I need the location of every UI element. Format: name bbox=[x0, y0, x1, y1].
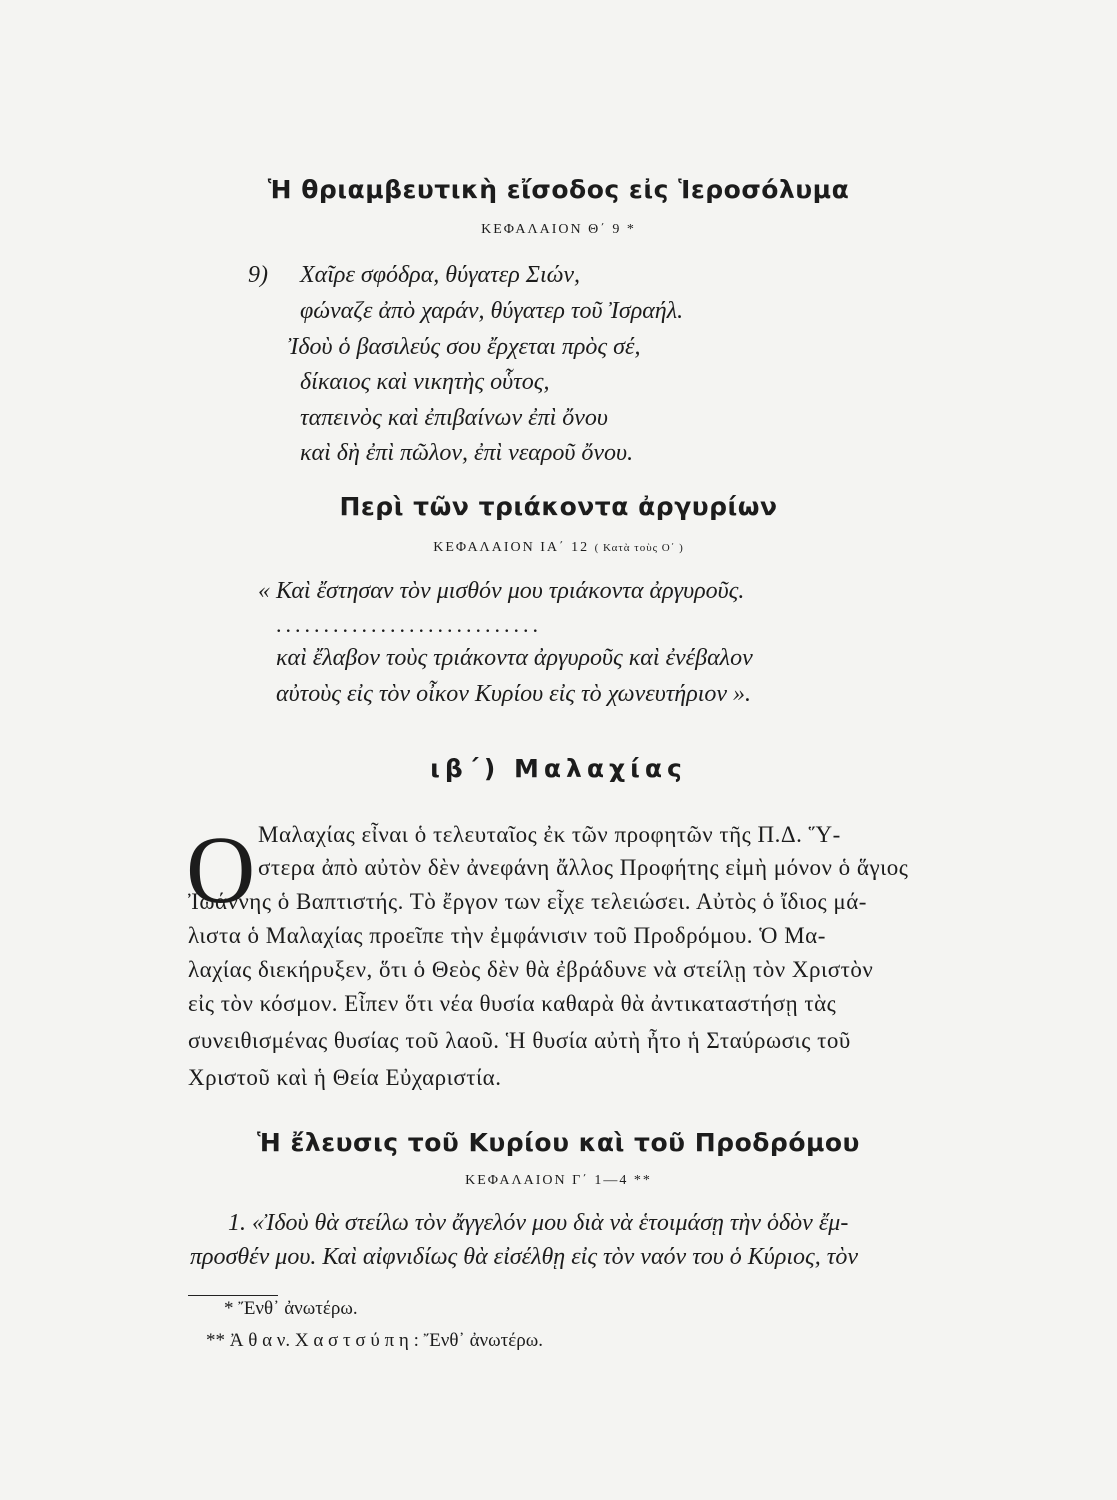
verse-number: 9) bbox=[248, 262, 268, 288]
paragraph-line: στερα ἀπὸ αὐτὸν δὲν ἀνεφάνη ἄλλος Προφήτης εἰμὴ μόνον ὁ ἅγιος bbox=[258, 855, 909, 880]
chapter-reference: ΚΕΦΑΛΑΙΟΝ Θ΄ 9 * bbox=[481, 222, 636, 237]
section-heading-coming-of-lord: Ἡ ἔλευσις τοῦ Κυρίου καὶ τοῦ Προδρόμου bbox=[257, 1128, 860, 1157]
verse-line: καὶ δὴ ἐπὶ πῶλον, ἐπὶ νεαροῦ ὄνου. bbox=[300, 440, 634, 466]
paragraph-line: συνειθισμένας θυσίας τοῦ λαοῦ. Ἡ θυσία αὐτὴ ἦτο ἡ Σταύρωσις τοῦ bbox=[188, 1028, 851, 1053]
drop-cap: Ο bbox=[186, 816, 256, 923]
paragraph-line: Χριστοῦ καὶ ἡ Θεία Εὐχαριστία. bbox=[188, 1065, 502, 1090]
footnote: * Ἔνθ᾽ ἀνωτέρω. bbox=[224, 1298, 358, 1319]
verse-line: 1. «Ἰδοὺ θὰ στείλω τὸν ἄγγελόν μου διὰ νὰ ἑτοιμάσῃ τὴν ὁδὸν ἔμ- bbox=[228, 1210, 849, 1236]
verse-line: καὶ ἔλαβον τοὺς τριάκοντα ἀργυροῦς καὶ ἐνέβαλον bbox=[276, 645, 753, 671]
verse-line: δίκαιος καὶ νικητὴς οὗτος, bbox=[300, 369, 550, 395]
paragraph-line: λιστα ὁ Μαλαχίας προεῖπε τὴν ἐμφάνισιν τοῦ Προδρόμου. Ὁ Μα- bbox=[188, 923, 826, 948]
verse-line: αὐτοὺς εἰς τὸν οἶκον Κυρίου εἰς τὸ χωνευτήριον ». bbox=[276, 681, 752, 707]
chapter-main: ΚΕΦΑΛΑΙΟΝ ΙΑ΄ 12 bbox=[433, 540, 590, 555]
paragraph-line: Μαλαχίας εἶναι ὁ τελευταῖος ἐκ τῶν προφητῶν τῆς Π.Δ. Ὕ- bbox=[258, 822, 841, 847]
paragraph-line: εἰς τὸν κόσμον. Εἶπεν ὅτι νέα θυσία καθαρὰ θὰ ἀντικαταστήσῃ τὰς bbox=[188, 991, 837, 1016]
verse-line: « Καὶ ἔστησαν τὸν μισθόν μου τριάκοντα ἀργυροῦς. bbox=[258, 578, 745, 604]
verse-line: Ἰδοὺ ὁ βασιλεύς σου ἔρχεται πρὸς σέ, bbox=[288, 334, 641, 360]
footnote-rule bbox=[188, 1295, 278, 1296]
verse-line: προσθέν μου. Καὶ αἰφνιδίως θὰ εἰσέλθῃ εἰς τὸν ναόν του ὁ Κύριος, τὸν bbox=[190, 1244, 858, 1270]
section-heading-malachi: ιβ΄) Μαλαχίας bbox=[430, 754, 687, 783]
verse-line: Χαῖρε σφόδρα, θύγατερ Σιών, bbox=[300, 262, 581, 288]
footnote: ** Ἀ θ α ν. Χ α σ τ σ ύ π η : Ἔνθ᾽ ἀνωτέρω. bbox=[206, 1330, 543, 1351]
chapter-reference: ΚΕΦΑΛΑΙΟΝ Γ΄ 1—4 ** bbox=[465, 1173, 652, 1188]
chapter-reference bbox=[0, 540, 1117, 556]
verse-line: φώναζε ἀπὸ χαράν, θύγατερ τοῦ Ἰσραήλ. bbox=[300, 298, 684, 324]
chapter-note: ( Κατὰ τοὺς Ο΄ ) bbox=[594, 542, 684, 554]
section-heading-thirty-silver: Περὶ τῶν τριάκοντα ἀργυρίων bbox=[339, 492, 778, 521]
verse-line: ταπεινὸς καὶ ἐπιβαίνων ἐπὶ ὄνου bbox=[300, 405, 608, 431]
ellipsis-dots: ............................ bbox=[276, 612, 542, 637]
paragraph-line: λαχίας διεκήρυξεν, ὅτι ὁ Θεὸς δὲν θὰ ἐβράδυνε νὰ στείλῃ τὸν Χριστὸν bbox=[188, 957, 874, 982]
section-heading-triumphal-entry: Ἡ θριαμβευτικὴ εἴσοδος εἰς Ἱεροσόλυμα bbox=[267, 175, 850, 204]
paragraph-line: Ἰωάννης ὁ Βαπτιστής. Τὸ ἔργον των εἶχε τελειώσει. Αὐτὸς ὁ ἴδιος μά- bbox=[188, 889, 867, 914]
